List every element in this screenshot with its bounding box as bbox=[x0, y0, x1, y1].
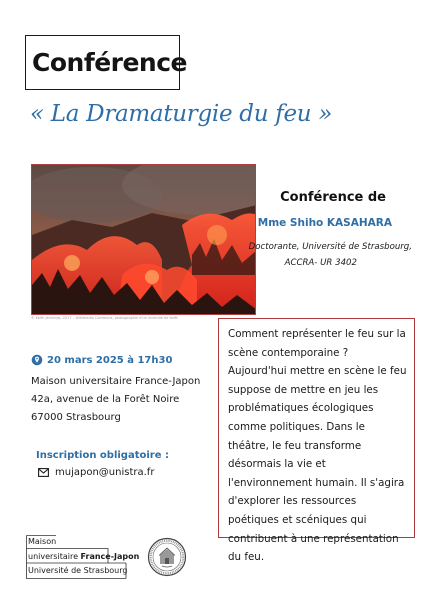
title-box bbox=[25, 35, 188, 90]
page-title: Conférence bbox=[32, 48, 188, 77]
logo-line-2-prefix: universitaire bbox=[28, 552, 81, 561]
address-line-1: Maison universitaire France-Japon bbox=[31, 376, 201, 387]
registration-label: Inscription obligatoire : bbox=[36, 450, 169, 461]
subtitle: « La Dramaturgie du feu » bbox=[30, 101, 333, 127]
email-text[interactable]: mujapon@unistra.fr bbox=[55, 467, 155, 478]
wildfire-image bbox=[32, 165, 256, 315]
logo-line-3: Université de Strasbourg bbox=[28, 566, 128, 575]
description-box bbox=[218, 318, 415, 564]
event-date-text: 20 mars 2025 à 17h30 bbox=[47, 354, 173, 366]
wildfire-photo bbox=[31, 164, 256, 315]
address-line-3: 67000 Strasbourg bbox=[31, 412, 121, 423]
logo-line-2-bold: France-Japon bbox=[80, 552, 140, 561]
description-text: Comment représenter le feu sur la scène contemporaine ? Aujourd'hui mettre en scène le feu suppose de mettre en jeu les problématiques écologiques comme politiques. Dans le théâtre, le feu transforme désormais la vie et l'environnement humain. Il s'agira d'explorer les ressources poétiques et scéniques qui contribuent à une représentation du feu. bbox=[228, 328, 407, 564]
location-pin-icon bbox=[31, 354, 43, 366]
speaker-lead: Conférence de bbox=[280, 190, 386, 205]
envelope-icon bbox=[38, 468, 49, 477]
mufj-logo bbox=[26, 535, 150, 579]
event-date bbox=[31, 354, 172, 366]
event-address bbox=[31, 373, 200, 427]
photo-credit: © Keith Jennings, 2017 – Wikimedia Commons, photographie d'un incendie de forêt bbox=[31, 316, 178, 320]
university-seal-icon bbox=[147, 537, 187, 577]
speaker-name: Mme Shiho KASAHARA bbox=[257, 217, 392, 229]
address-line-2: 42a, avenue de la Forêt Noire bbox=[31, 394, 180, 405]
logo-line-2 bbox=[28, 552, 139, 561]
speaker-lab: ACCRA- UR 3402 bbox=[284, 258, 357, 268]
registration-email[interactable] bbox=[38, 467, 154, 478]
logo-line-1: Maison bbox=[28, 537, 57, 546]
speaker-affiliation: Doctorante, Université de Strasbourg, bbox=[248, 242, 412, 252]
